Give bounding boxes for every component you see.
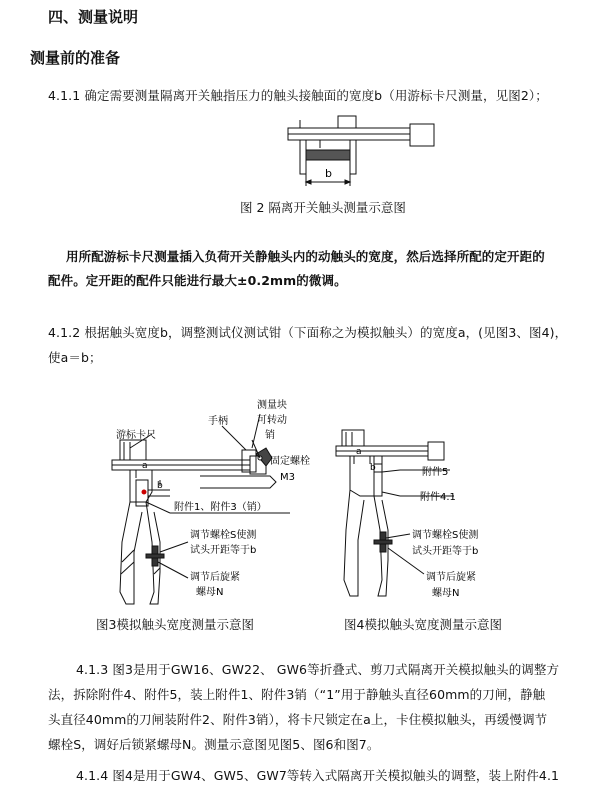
section-title: 四、测量说明 (48, 8, 139, 26)
fig4-label-attach41: 附件4.1 (420, 492, 456, 503)
fig3-label-block-3: 销 (265, 430, 275, 441)
paragraph-4-1-3-line-4: 螺栓S，调好后锁紧螺母N。测量示意图见图5、图6和图7。 (48, 737, 380, 752)
fig3-label-bolt-1: 固定螺栓 (270, 456, 310, 467)
fig4-label-nut-1: 调节后旋紧 (426, 572, 476, 583)
paragraph-4-1-2-line-1: 4.1.2 根据触头宽度b，调整测试仪测试钳（下面称之为模拟触头）的宽度a，(见图3、图4)， (48, 325, 568, 340)
figure-2-diagram (280, 112, 440, 190)
bold-paragraph-line-2: 配件。定开距的配件只能进行最大±0.2mm的微调。 (48, 273, 347, 288)
fig3-label-nut-2: 螺母N (196, 587, 224, 598)
fig4-label-adjust-1: 调节螺栓S使测 (412, 530, 479, 541)
subsection-title: 测量前的准备 (30, 49, 121, 67)
paragraph-4-1-4: 4.1.4 图4是用于GW4、GW5、GW7等转入式隔离开关模拟触头的调整，装上附件4.1 (76, 768, 560, 783)
fig4-label-adjust-2: 试头开距等于b (412, 546, 479, 557)
fig3-label-bolt-2: M3 (280, 472, 295, 483)
fig3-label-handle: 手柄 (208, 416, 228, 427)
fig3-label-nut-1: 调节后旋紧 (190, 572, 240, 583)
fig3-label-a: a (142, 461, 148, 471)
paragraph-4-1-1: 4.1.1 确定需要测量隔离开关触指压力的触头接触面的宽度b（用游标卡尺测量，见图2）； (48, 88, 548, 103)
fig4-label-nut-2: 螺母N (432, 588, 460, 599)
fig4-label-a: a (356, 447, 362, 457)
fig4-label-attach5: 附件5 (422, 467, 449, 478)
bold-paragraph-line-1: 用所配游标卡尺测量插入负荷开关静触头内的动触头的宽度，然后选择所配的定开距的 (66, 249, 545, 264)
fig3-label-caliper: 游标卡尺 (116, 430, 156, 441)
fig3-label-adjust-1: 调节螺栓S使测 (190, 530, 257, 541)
paragraph-4-1-3-line-1: 4.1.3 图3是用于GW16、GW22、 GW6等折叠式、剪刀式隔离开关模拟触头的调整方 (76, 662, 560, 677)
figure-3-diagram (100, 392, 310, 608)
paragraph-4-1-3-line-3: 头直径40mm的刀闸装附件2、附件3销），将卡尺锁定在a上，卡住模拟触头，再缓慢调节 (48, 712, 548, 727)
fig3-label-block-1: 测量块 (257, 400, 287, 411)
fig3-label-attach: 附件1、附件3（销） (174, 502, 267, 513)
fig3-label-adjust-2: 试头开距等于b (190, 545, 257, 556)
fig3-label-block-2: 可转动 (257, 415, 287, 426)
figure-3-caption: 图3模拟触头宽度测量示意图 (96, 617, 254, 632)
figure-4-diagram (330, 420, 520, 610)
figure-4-caption: 图4模拟触头宽度测量示意图 (344, 617, 502, 632)
paragraph-4-1-2-line-2: 使a＝b； (48, 350, 102, 365)
paragraph-4-1-3-line-2: 法，拆除附件4、附件5，装上附件1、附件3销（“1”用于静触头直径60mm的刀闸，静触 (48, 687, 546, 702)
fig2-label-b: b (325, 167, 332, 180)
fig4-label-b: b (370, 463, 376, 473)
fig3-label-b: b (157, 481, 163, 491)
figure-2-caption: 图 2 隔离开关触头测量示意图 (240, 200, 406, 215)
